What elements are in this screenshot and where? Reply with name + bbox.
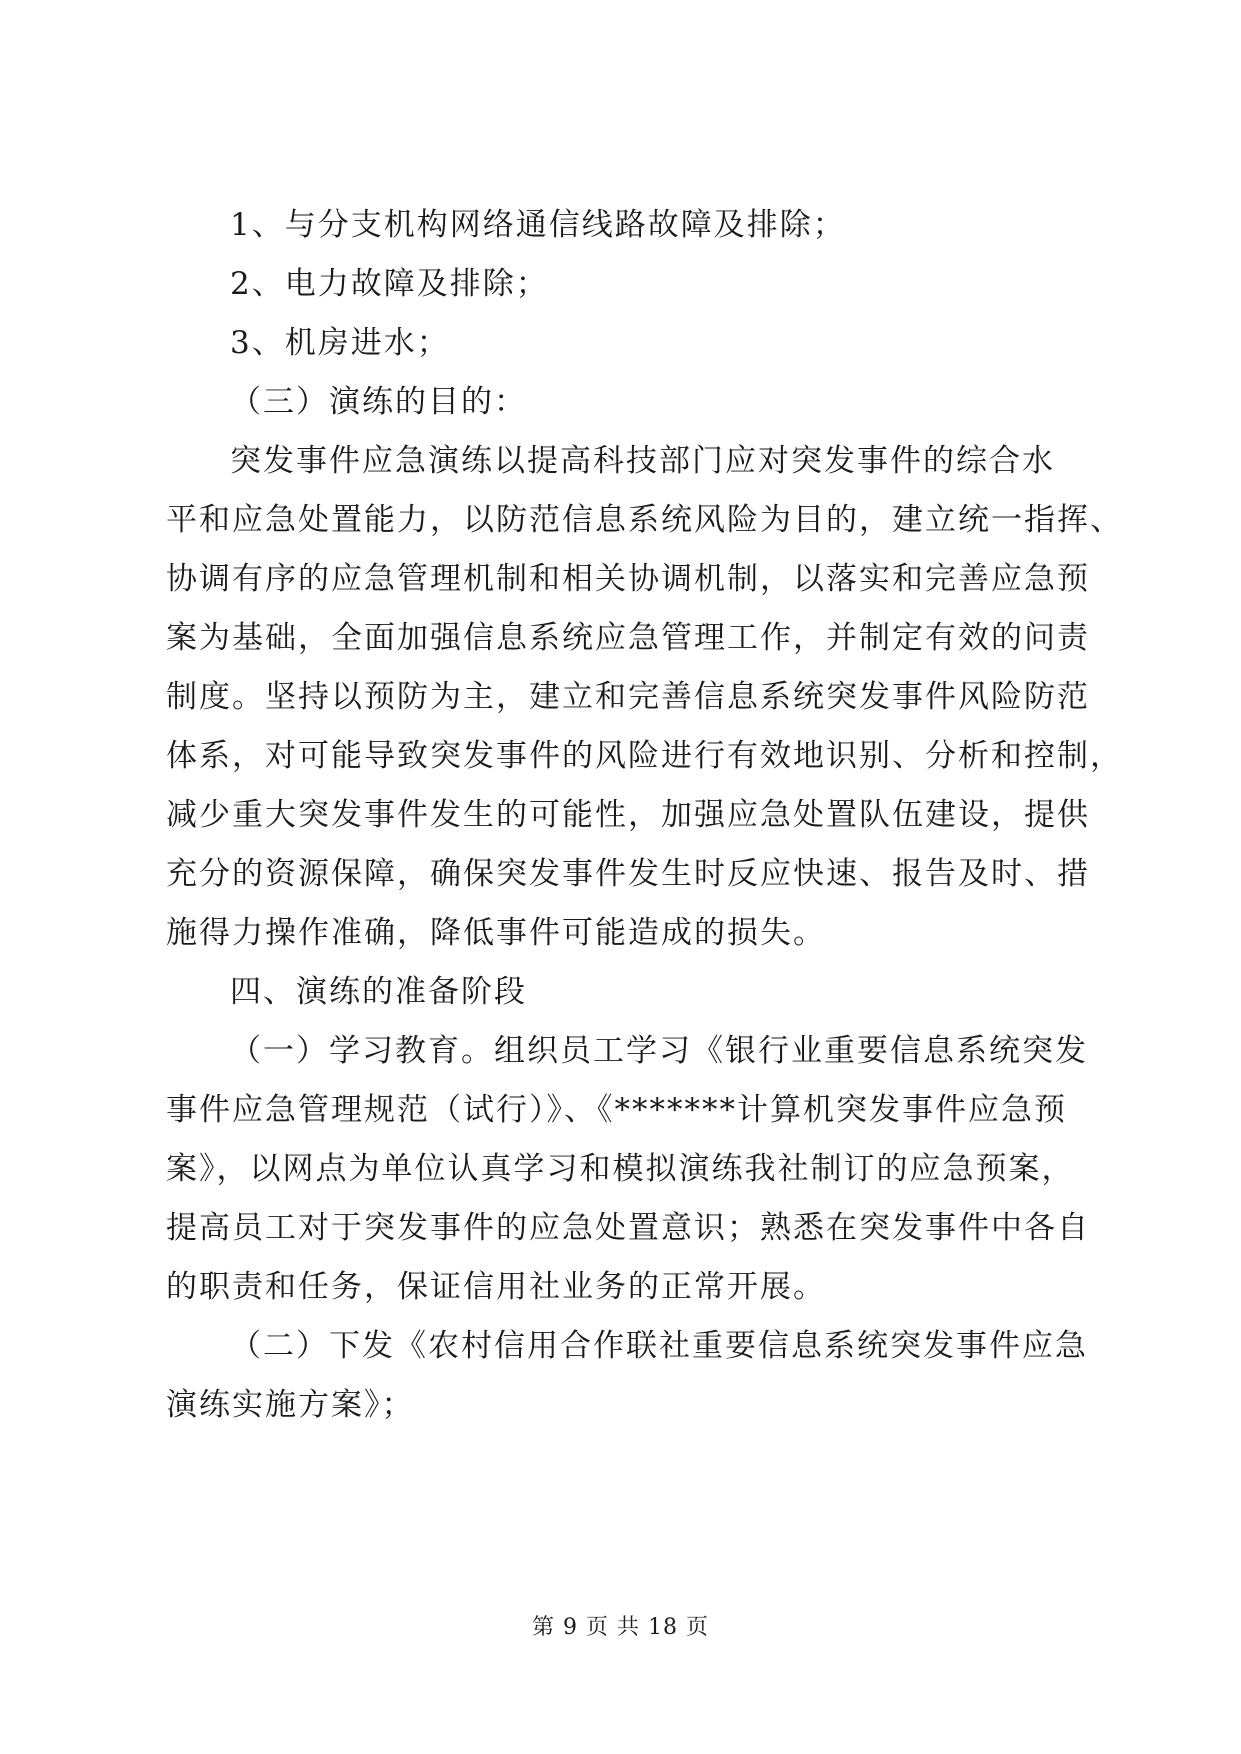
paragraph-line: 事件应急管理规范（试行）》、《*******计算机突发事件应急预: [166, 1092, 1067, 1128]
paragraph-line: 协调有序的应急管理机制和相关协调机制，以落实和完善应急预: [166, 561, 1090, 597]
paragraph-line: 平和应急处置能力，以防范信息系统风险为目的，建立统一指挥、: [166, 502, 1123, 538]
section-heading-preparation: 四、演练的准备阶段: [230, 974, 527, 1010]
paragraph-line: （一）学习教育。组织员工学习《银行业重要信息系统突发: [230, 1033, 1088, 1069]
paragraph-line: 案》，以网点为单位认真学习和模拟演练我社制订的应急预案，: [166, 1151, 1075, 1187]
section-heading-purpose: （三）演练的目的：: [230, 384, 527, 420]
paragraph-line: 制度。坚持以预防为主，建立和完善信息系统突发事件风险防范: [166, 679, 1090, 715]
list-item-2: 2、电力故障及排除；: [230, 266, 549, 302]
paragraph-line: 施得力操作准确，降低事件可能造成的损失。: [166, 915, 826, 951]
paragraph-line: 提高员工对于突发事件的应急处置意识；熟悉在突发事件中各自: [166, 1210, 1090, 1246]
paragraph-line: 突发事件应急演练以提高科技部门应对突发事件的综合水: [230, 443, 1055, 479]
paragraph-line: 的职责和任务，保证信用社业务的正常开展。: [166, 1269, 826, 1305]
paragraph-line: 充分的资源保障，确保突发事件发生时反应快速、报告及时、措: [166, 856, 1090, 892]
document-body: [166, 196, 1123, 1435]
list-item-1: 1、与分支机构网络通信线路故障及排除；: [230, 207, 846, 243]
paragraph-line: 体系，对可能导致突发事件的风险进行有效地识别、分析和控制，: [166, 738, 1123, 774]
page-number-footer: 第 9 页 共 18 页: [532, 1615, 709, 1640]
paragraph-line: 减少重大突发事件发生的可能性，加强应急处置队伍建设，提供: [166, 797, 1090, 833]
paragraph-line: 案为基础，全面加强信息系统应急管理工作，并制定有效的问责: [166, 620, 1090, 656]
paragraph-line: 演练实施方案》；: [166, 1387, 415, 1423]
paragraph-line: （二）下发《农村信用合作联社重要信息系统突发事件应急: [230, 1328, 1088, 1364]
list-item-3: 3、机房进水；: [230, 325, 450, 361]
